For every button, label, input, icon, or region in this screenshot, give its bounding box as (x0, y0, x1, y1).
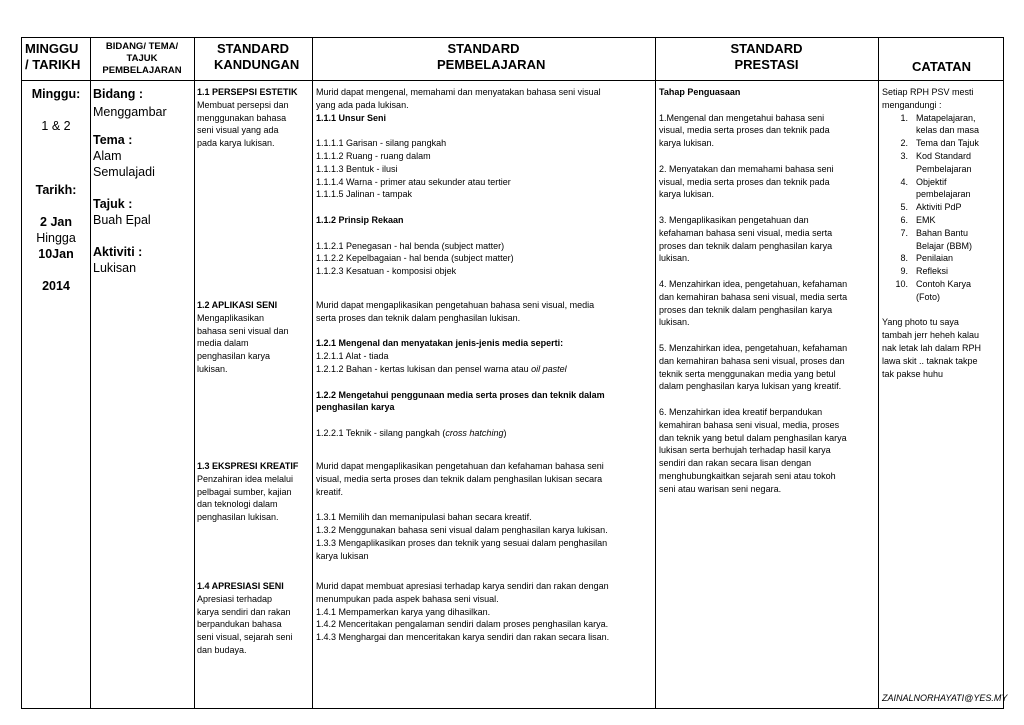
pembelajaran-item: 1.2.2.1 Teknik - silang pangkah (cross hatching) (316, 427, 507, 438)
catatan-item: 2. Tema dan Tajuk (900, 138, 979, 149)
pembelajaran-heading: 1.2.1 Mengenal dan menyatakan jenis-jenis media seperti: (316, 338, 564, 349)
pembelajaran-text: kreatif. (316, 486, 344, 497)
pembelajaran-item: 1.3.1 Memilih dan memanipulasi bahan secara kreatif. (316, 512, 532, 523)
pembelajaran-heading: 1.2.2 Mengetahui penggunaan media serta proses dan teknik dalam (316, 389, 605, 400)
prestasi-level-5: 5. Menzahirkan idea, pengetahuan, kefahaman dan kemahiran bahasa seni visual, proses dan teknik serta menggunakan media yang betul dalam penghasilan karya lukisan yang kreatif. (659, 342, 848, 392)
kandungan-text: pada karya lukisan. (197, 138, 275, 149)
bidang-value: Menggambar (93, 105, 167, 119)
tarikh-hingga: Hingga (36, 231, 76, 245)
catatan-item: 3. Kod Standard Pembelajaran (900, 150, 972, 174)
pembelajaran-item: 1.1.1.4 Warna - primer atau sekunder atau tertier (316, 176, 511, 187)
kandungan-text: dan teknologi dalam (197, 499, 278, 510)
column-divider (655, 38, 656, 708)
catatan-item: 7. Bahan Bantu Belajar (BBM) (900, 227, 973, 251)
pembelajaran-text: menumpukan pada aspek bahasa seni visual. (316, 593, 499, 604)
header-standard-pembelajaran: STANDARD PEMBELAJARAN (437, 41, 546, 72)
catatan-item: 8. Penilaian (900, 253, 954, 264)
column-divider (194, 38, 195, 708)
pembelajaran-item: 1.3.2 Menggunakan bahasa seni visual dalam penghasilan karya lukisan. (316, 524, 608, 535)
tarikh-label: Tarikh: (35, 183, 77, 197)
kandungan-text: seni visual, sejarah seni (197, 632, 293, 643)
pembelajaran-text: yang ada pada lukisan. (316, 99, 409, 110)
prestasi-level-1: 1.Mengenal dan mengetahui bahasa seni visual, media serta proses dan teknik pada karya lukisan. (659, 112, 830, 149)
kandungan-title: 1.3 EKSPRESI KREATIF (197, 461, 299, 471)
pembelajaran-item: 1.1.1.1 Garisan - silang pangkah (316, 138, 447, 149)
kandungan-text: menggunakan bahasa (197, 112, 287, 123)
catatan-item: 9. Refleksi (900, 266, 949, 277)
kandungan-text: Penzahiran idea melalui (197, 473, 294, 484)
prestasi-title: Tahap Penguasaan (659, 87, 741, 97)
catatan-text: Setiap RPH PSV mesti (882, 87, 974, 97)
pembelajaran-item: 1.1.1.5 Jalinan - tampak (316, 189, 413, 200)
tarikh-start: 2 Jan (40, 215, 72, 229)
header-standard-kandungan: STANDARD KANDUNGAN (214, 41, 300, 72)
column-divider (312, 38, 313, 708)
footer-email: ZAINALNORHAYATI@YES.MY (882, 693, 1008, 703)
prestasi-level-2: 2. Menyatakan dan memahami bahasa seni visual, media serta proses dan teknik pada karya lukisan. (659, 163, 834, 200)
pembelajaran-heading: 1.1.2 Prinsip Rekaan (316, 214, 404, 225)
tajuk-value: Buah Epal (93, 213, 151, 227)
bidang-cell (93, 86, 193, 276)
kandungan-title: 1.2 APLIKASI SENI (197, 300, 278, 310)
minggu-tarikh-cell (22, 86, 90, 294)
kandungan-text: bahasa seni visual dan (197, 325, 289, 336)
catatan-block (882, 86, 1003, 380)
catatan-item: 10. Contoh Karya (Foto) (895, 278, 972, 302)
column-divider (878, 38, 879, 708)
kandungan-block (197, 580, 310, 657)
pembelajaran-block-4 (316, 580, 653, 644)
kandungan-title: 1.4 APRESIASI SENI (197, 581, 284, 591)
kandungan-block (197, 460, 310, 524)
catatan-text: mengandungi : (882, 99, 942, 110)
kandungan-text: seni visual yang ada (197, 125, 279, 136)
kandungan-text: Mengaplikasikan (197, 312, 265, 323)
column-divider (90, 38, 91, 708)
catatan-list (882, 112, 1003, 304)
tarikh-year: 2014 (42, 279, 70, 293)
pembelajaran-text: Murid dapat mengaplikasikan pengetahuan dan kefahaman bahasa seni (316, 461, 604, 471)
pembelajaran-item: karya lukisan (316, 550, 369, 561)
kandungan-text: media dalam (197, 338, 249, 349)
catatan-item: 5. Aktiviti PdP (900, 202, 962, 213)
pembelajaran-item: 1.1.2.3 Kesatuan - komposisi objek (316, 266, 457, 277)
kandungan-text: karya sendiri dan rakan (197, 606, 291, 617)
pembelajaran-text: visual, media serta proses dan teknik dalam penghasilan lukisan secara (316, 473, 603, 484)
tajuk-label: Tajuk : (93, 197, 133, 211)
pembelajaran-item: 1.4.3 Menghargai dan menceritakan karya sendiri dan rakan secara lisan. (316, 632, 610, 643)
kandungan-block (197, 86, 310, 150)
kandungan-text: penghasilan karya (197, 351, 271, 362)
kandungan-text: pelbagai sumber, kajian (197, 486, 292, 497)
pembelajaran-item: 1.2.1.2 Bahan - kertas lukisan dan pensel warna atau oil pastel (316, 363, 567, 374)
prestasi-level-3: 3. Mengaplikasikan pengetahuan dan kefahaman bahasa seni visual, media serta proses dan teknik dalam penghasilan karya lukisan. (659, 214, 833, 264)
catatan-item: 6. EMK (900, 214, 936, 225)
kandungan-block (197, 299, 310, 376)
tarikh-end: 10Jan (38, 247, 74, 261)
pembelajaran-heading: 1.1.1 Unsur Seni (316, 112, 387, 123)
aktiviti-label: Aktiviti : (93, 245, 143, 259)
minggu-label: Minggu: (31, 87, 81, 101)
pembelajaran-item: 1.1.1.2 Ruang - ruang dalam (316, 150, 431, 161)
pembelajaran-block-1 (316, 86, 653, 278)
bidang-label: Bidang : (93, 87, 143, 101)
pembelajaran-heading: penghasilan karya (316, 402, 395, 413)
kandungan-text: Apresiasi terhadap (197, 593, 273, 604)
prestasi-level-6: 6. Menzahirkan idea kreatif berpandukan kemahiran bahasa seni visual, media, proses dan teknik yang betul dalam penghasilan karya lukisan serta berhujah terhadap hasil karya sendiri dan rakan secara lisan dengan menghubungkaitkan sejarah seni atau tokoh seni atau warisan seni negara. (659, 406, 847, 494)
kandungan-title: 1.1 PERSEPSI ESTETIK (197, 87, 298, 97)
kandungan-text: penghasilan lukisan. (197, 512, 279, 523)
tema-value: Alam (93, 149, 122, 163)
aktiviti-value: Lukisan (93, 261, 137, 275)
prestasi-block (659, 86, 876, 496)
pembelajaran-item: 1.4.1 Mempamerkan karya yang dihasilkan. (316, 606, 491, 617)
pembelajaran-block-3 (316, 460, 653, 562)
header-standard-prestasi: STANDARD PRESTASI (730, 41, 803, 72)
pembelajaran-text: Murid dapat mengenal, memahami dan menyatakan bahasa seni visual (316, 87, 601, 97)
catatan-note: Yang photo tu saya tambah jerr heheh kalau nak letak lah dalam RPH lawa skit .. taknak takpe tak pakse huhu (882, 317, 982, 379)
pembelajaran-text: Murid dapat mengaplikasikan pengetahuan bahasa seni visual, media (316, 300, 595, 310)
header-bidang: BIDANG/ TEMA/ TAJUK PEMBELAJARAN (102, 41, 182, 76)
kandungan-text: Membuat persepsi dan (197, 99, 289, 110)
prestasi-level-4: 4. Menzahirkan idea, pengetahuan, kefahaman dan kemahiran bahasa seni visual, media serta proses dan teknik dalam penghasilan karya lukisan. (659, 278, 848, 328)
kandungan-text: berpandukan bahasa (197, 619, 282, 630)
header-catatan: CATATAN (912, 59, 971, 74)
pembelajaran-block-2 (316, 299, 653, 440)
kandungan-text: lukisan. (197, 363, 228, 374)
kandungan-text: dan budaya. (197, 644, 247, 655)
pembelajaran-item: 1.3.3 Mengaplikasikan proses dan teknik yang sesuai dalam penghasilan (316, 537, 608, 548)
rph-table (21, 37, 1008, 709)
pembelajaran-item: 1.1.2.1 Penegasan - hal benda (subject matter) (316, 240, 505, 251)
header-divider (22, 80, 1003, 81)
tema-value: Semulajadi (93, 165, 155, 179)
catatan-item: 4. Objektif pembelajaran (900, 176, 971, 200)
tema-label: Tema : (93, 133, 133, 147)
header-minggu: MINGGU / TARIKH (25, 41, 81, 72)
pembelajaran-item: 1.4.2 Menceritakan pengalaman sendiri dalam proses penghasilan karya. (316, 619, 609, 630)
pembelajaran-text: serta proses dan teknik dalam penghasilan lukisan. (316, 312, 521, 323)
pembelajaran-item: 1.1.1.3 Bentuk - ilusi (316, 163, 398, 174)
catatan-item: 1. Matapelajaran, kelas dan masa (900, 112, 980, 136)
pembelajaran-item: 1.2.1.1 Alat - tiada (316, 351, 389, 362)
pembelajaran-text: Murid dapat membuat apresiasi terhadap karya sendiri dan rakan dengan (316, 581, 609, 591)
pembelajaran-item: 1.1.2.2 Kepelbagaian - hal benda (subject matter) (316, 253, 514, 264)
minggu-value: 1 & 2 (41, 119, 71, 133)
